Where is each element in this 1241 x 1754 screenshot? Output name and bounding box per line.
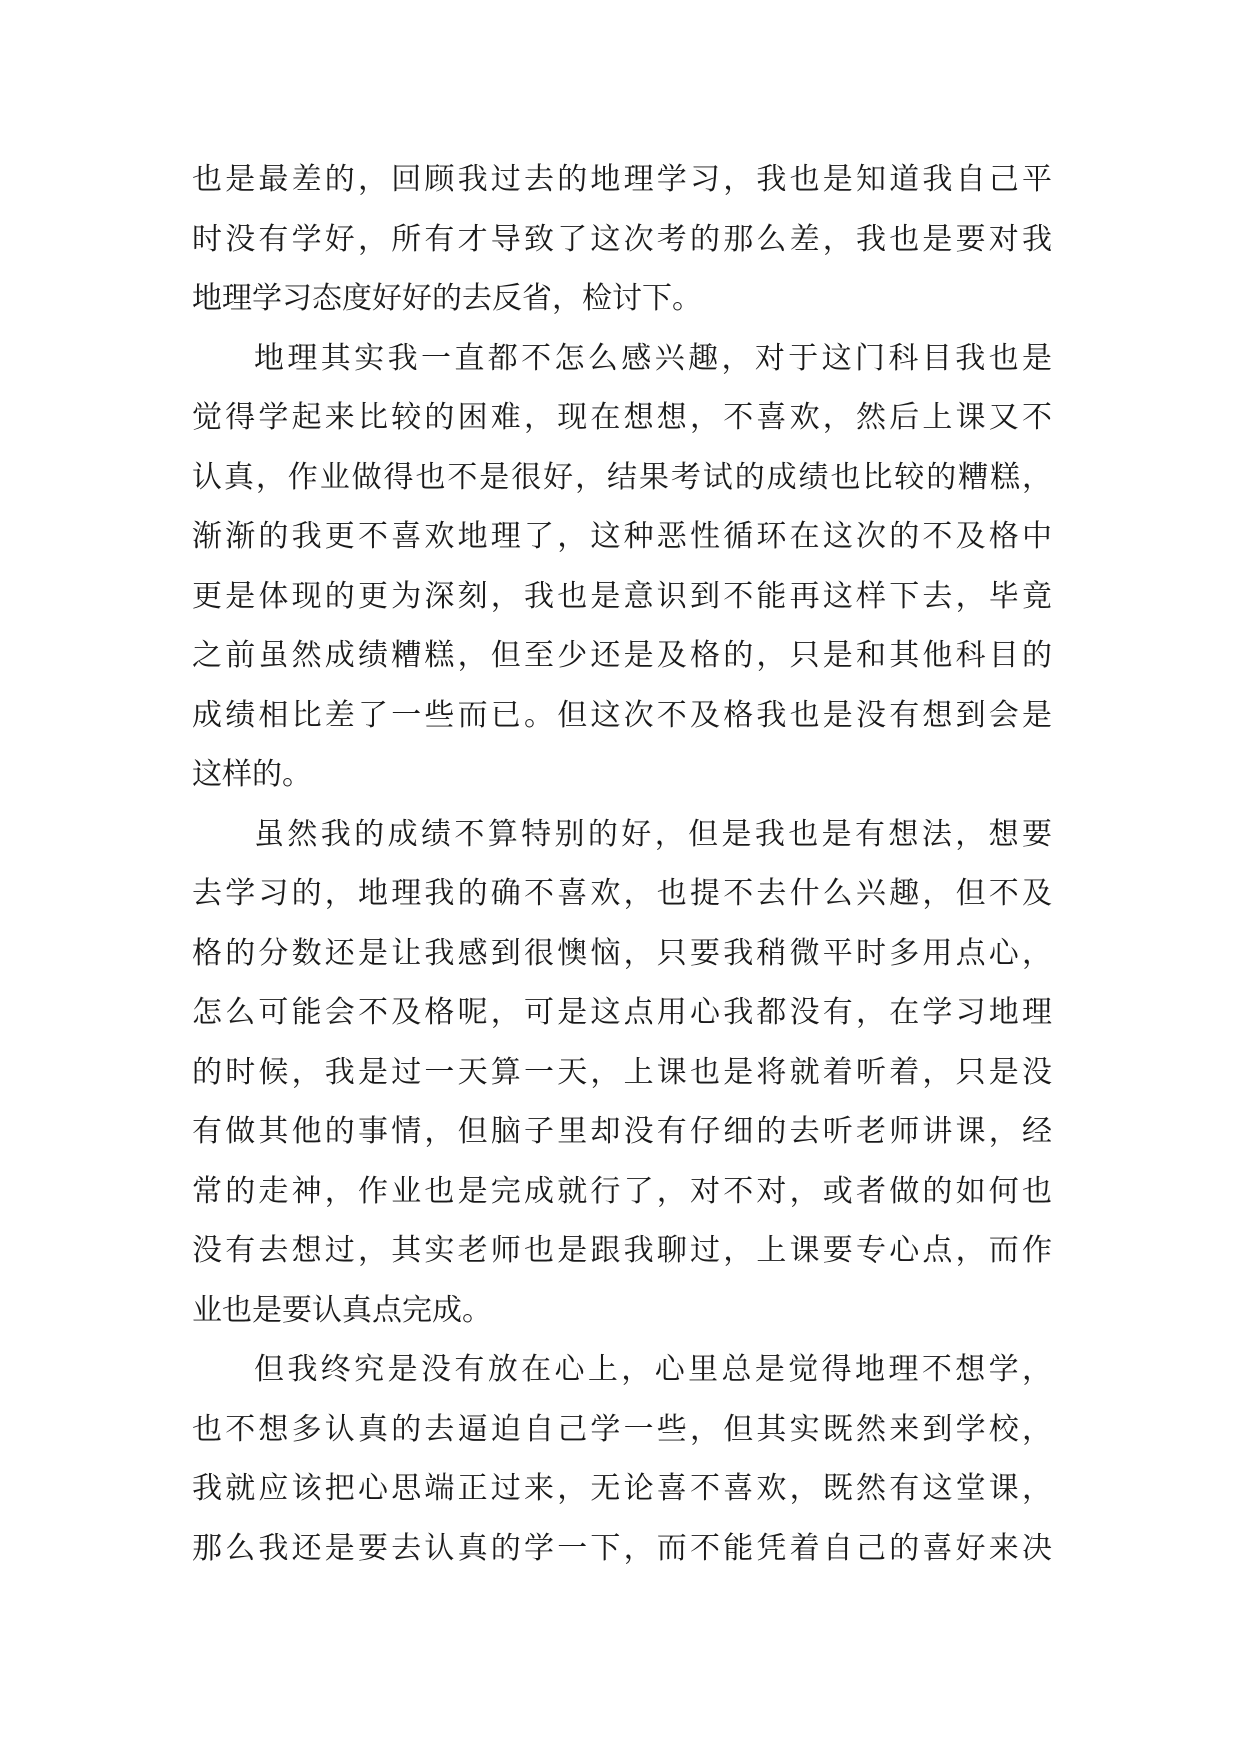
text-line: 更是体现的更为深刻，我也是意识到不能再这样下去，毕竟	[192, 578, 1052, 614]
text-line: 有做其他的事情，但脑子里却没有仔细的去听老师讲课，经	[192, 1114, 1052, 1149]
text-line: 那么我还是要去认真的学一下，而不能凭着自己的喜好来决	[192, 1530, 1052, 1566]
text-line: 时没有学好，所有才导致了这次考的那么差，我也是要对我	[192, 221, 1052, 257]
text-line: 认真，作业做得也不是很好，结果考试的成绩也比较的糟糕，	[192, 459, 1052, 495]
text-line: 怎么可能会不及格呢，可是这点用心我都没有，在学习地理	[192, 995, 1052, 1030]
text-line: 没有去想过，其实老师也是跟我聊过，上课要专心点，而作	[192, 1233, 1052, 1268]
text-line: 觉得学起来比较的困难，现在想想，不喜欢，然后上课又不	[192, 400, 1052, 435]
text-line: 之前虽然成绩糟糕，但至少还是及格的，只是和其他科目的	[192, 638, 1052, 673]
text-line: 渐渐的我更不喜欢地理了，这种恶性循环在这次的不及格中	[192, 519, 1052, 554]
text-line: 也是最差的，回顾我过去的地理学习，我也是知道我自己平	[192, 162, 1052, 197]
text-line: 也不想多认真的去逼迫自己学一些，但其实既然来到学校，	[192, 1411, 1052, 1447]
text-line: 业也是要认真点完成。	[192, 1292, 492, 1328]
text-line: 常的走神，作业也是完成就行了，对不对，或者做的如何也	[192, 1173, 1052, 1209]
text-line: 我就应该把心思端正过来，无论喜不喜欢，既然有这堂课，	[192, 1471, 1052, 1506]
text-line: 虽然我的成绩不算特别的好，但是我也是有想法，想要	[254, 816, 1052, 852]
text-line: 格的分数还是让我感到很懊恼，只要我稍微平时多用点心，	[192, 935, 1052, 971]
text-line: 地理学习态度好好的去反省，检讨下。	[192, 281, 702, 316]
text-line: 的时候，我是过一天算一天，上课也是将就着听着，只是没	[192, 1054, 1052, 1090]
text-line: 这样的。	[192, 757, 312, 792]
text-line: 但我终究是没有放在心上，心里总是觉得地理不想学，	[254, 1352, 1052, 1387]
text-line: 成绩相比差了一些而已。但这次不及格我也是没有想到会是	[192, 697, 1052, 733]
document-body	[192, 150, 1052, 1578]
text-line: 去学习的，地理我的确不喜欢，也提不去什么兴趣，但不及	[192, 876, 1052, 911]
text-line: 地理其实我一直都不怎么感兴趣，对于这门科目我也是	[254, 340, 1052, 376]
